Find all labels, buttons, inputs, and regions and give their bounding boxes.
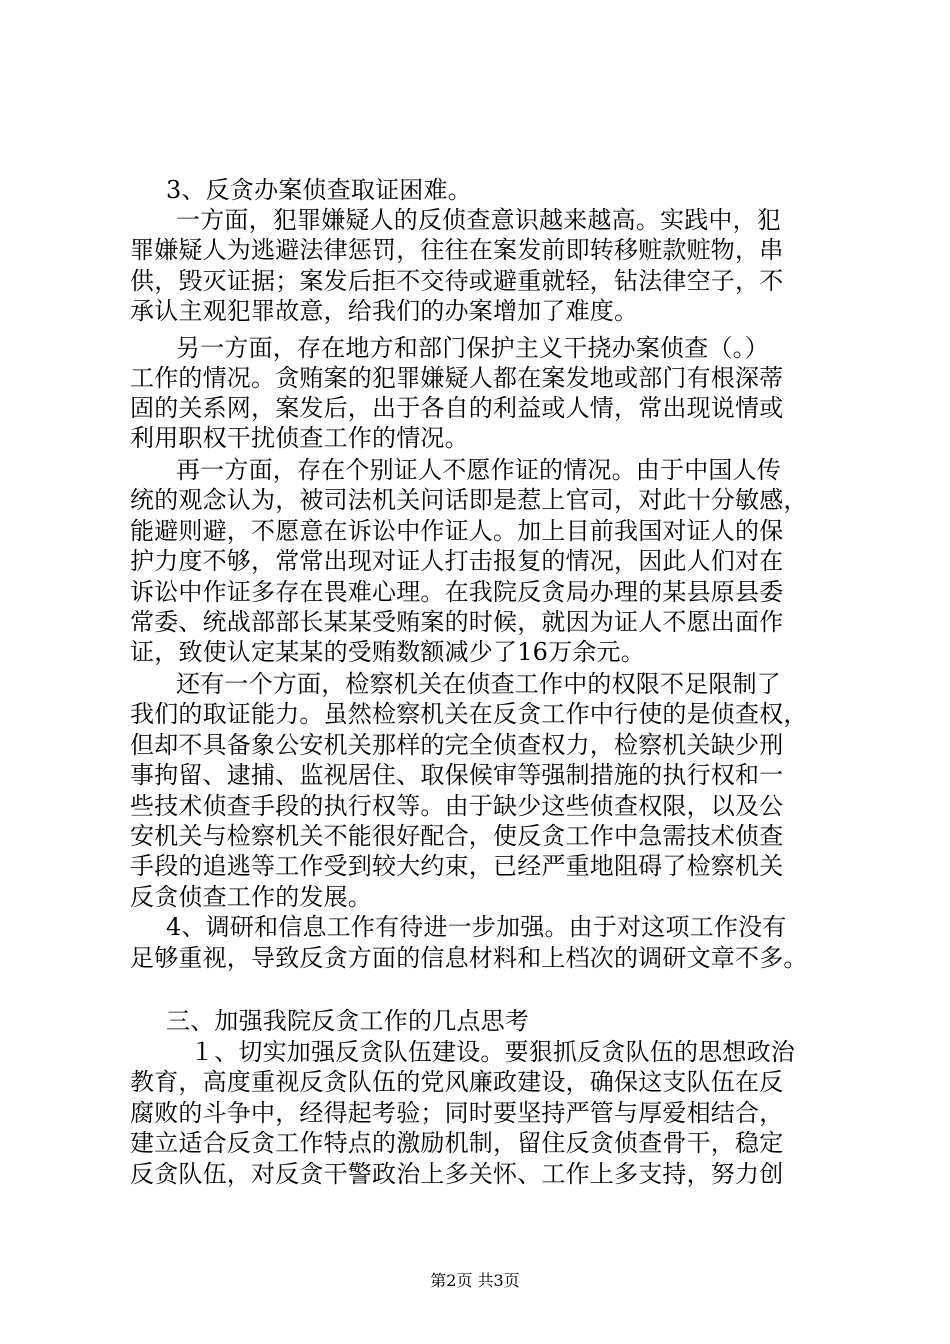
paragraph-line: 反贪队伍，对反贪干警政治上多关怀、工作上多支持，努力创 (130, 1160, 784, 1188)
paragraph-line: 统的观念认为，被司法机关问话即是惹上官司，对此十分敏感， (130, 486, 808, 514)
paragraph-line: 反贪侦查工作的发展。 (130, 883, 372, 911)
paragraph-line: 再一方面，存在个别证人不愿作证的情况。由于中国人传 (176, 456, 781, 484)
paragraph-line: 手段的追逃等工作受到较大约束，已经严重地阻碍了检察机关 (130, 852, 784, 880)
page-number-footer: 第2页 共3页 (430, 1271, 520, 1290)
paragraph-line: 诉讼中作证多存在畏难心理。在我院反贪局办理的某县原县委 (130, 578, 784, 606)
paragraph-line: 工作的情况。贪贿案的犯罪嫌疑人都在案发地或部门有根深蒂 (130, 364, 784, 392)
paragraph-line: 供，毁灭证据；案发后拒不交待或避重就轻，钻法律空子，不 (130, 267, 784, 295)
paragraph-line: 固的关系网，案发后，出于各自的利益或人情，常出现说情或 (130, 394, 784, 422)
paragraph-line: 腐败的斗争中，经得起考验；同时要坚持严管与厚爱相结合， (130, 1099, 784, 1127)
paragraph-line: 另一方面，存在地方和部门保护主义干挠办案侦查（。） (176, 334, 769, 362)
paragraph-line: 罪嫌疑人为逃避法律惩罚，往往在案发前即转移赃款赃物，串 (130, 236, 784, 264)
paragraph-line: 足够重视，导致反贪方面的信息材料和上档次的调研文章不多。 (130, 944, 808, 972)
section-heading: 三、加强我院反贪工作的几点思考 (166, 1007, 529, 1035)
paragraph-line: 建立适合反贪工作特点的激励机制，留住反贪侦查骨干，稳定 (130, 1129, 784, 1157)
paragraph-line: 证，致使认定某某的受贿数额减少了16万余元。 (130, 638, 645, 666)
paragraph-line: 承认主观犯罪故意，给我们的办案增加了难度。 (130, 297, 639, 325)
paragraph-line: 一方面，犯罪嫌疑人的反侦查意识越来越高。实践中，犯 (176, 206, 781, 234)
paragraph-line: 安机关与检察机关不能很好配合，使反贪工作中急需技术侦查 (130, 822, 784, 850)
paragraph-line: 些技术侦查手段的执行权等。由于缺少这些侦查权限，以及公 (130, 792, 784, 820)
paragraph-line: 常委、统战部部长某某受贿案的时候，就因为证人不愿出面作 (130, 608, 784, 636)
paragraph-line: 利用职权干扰侦查工作的情况。 (130, 424, 469, 452)
paragraph-line: １、切实加强反贪队伍建设。要狠抓反贪队伍的思想政治 (190, 1038, 795, 1066)
paragraph-line: 我们的取证能力。虽然检察机关在反贪工作中行使的是侦查权， (130, 700, 808, 728)
heading-4: 4、调研和信息工作有待进一步加强。由于对这项工作没有 (166, 913, 787, 941)
paragraph-line: 事拘留、逮捕、监视居住、取保候审等强制措施的执行权和一 (130, 761, 784, 789)
paragraph-line: 能避则避，不愿意在诉讼中作证人。加上目前我国对证人的保 (130, 517, 784, 545)
heading-3: 3、反贪办案侦查取证困难。 (166, 176, 472, 204)
paragraph-line: 但却不具备象公安机关那样的完全侦查权力，检察机关缺少刑 (130, 731, 784, 759)
paragraph-line: 教育，高度重视反贪队伍的党风廉政建设，确保这支队伍在反 (130, 1068, 784, 1096)
paragraph-line: 还有一个方面，检察机关在侦查工作中的权限不足限制了 (176, 670, 781, 698)
paragraph-line: 护力度不够，常常出现对证人打击报复的情况，因此人们对在 (130, 547, 784, 575)
